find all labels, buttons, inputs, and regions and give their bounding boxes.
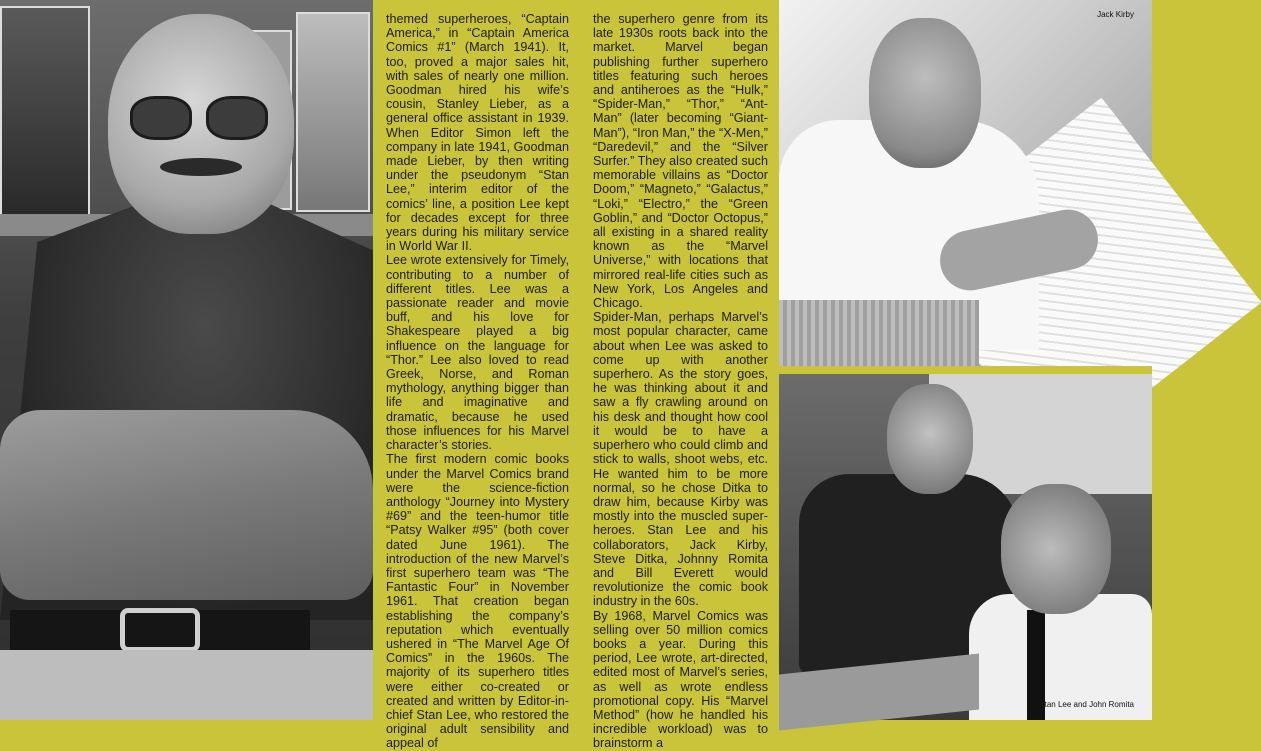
pants bbox=[0, 650, 373, 720]
paragraph: Lee wrote extensively for Timely, contributing to a number of different titles. Lee was a passionate reader and movie buff, and his love for Shakespeare played a big influence on the language for “Thor.” Lee also loved to read Greek, Norse, and Roman mythology, anything bigger than life and imaginative and dramatic, because he used those influences for his Marvel character’s stories. bbox=[386, 253, 569, 453]
pants bbox=[779, 300, 979, 366]
paragraph: the superhero genre from its late 1930s roots back into the market. Marvel began publishing further superhero titles featuring such heroes and antiheroes as the “Hulk,” “Spider-Man,” “Thor,” “Ant-Man” (later becoming “Giant-Man”), “Iron Man,” the “X-Men,” “Daredevil,” and the “Silver Surfer.” They also created such memorable villains as “Doctor Doom,” “Magneto,” “Galactus,” “Loki,” “Electro,” the “Green Goblin,” and “Doctor Octopus,” all existing in a shared reality known as the “Marvel Universe,” with locations that mirrored real-life cities such as New York, Los Angeles and Chicago. bbox=[593, 12, 768, 311]
text-column-1 bbox=[386, 12, 569, 751]
photo-caption: Jack Kirby bbox=[1097, 10, 1134, 19]
hulk-comic-cover bbox=[0, 6, 90, 216]
jack-kirby-photo bbox=[779, 0, 1152, 366]
head bbox=[869, 18, 981, 168]
paragraph: By 1968, Marvel Comics was selling over 50 million comics books a year. During this period, Lee wrote, art-directed, edited most of Marvel’s series, as well as wrote endless promotional copy. His “Marvel Method” (how he handled his incredible workload) was to brainstorm a bbox=[593, 608, 768, 751]
crossed-arms bbox=[0, 410, 373, 600]
paragraph: The first modern comic books under the Marvel Comics brand were the science-fiction anthology “Journey into Mystery #69” and the teen-humor title “Patsy Walker #95” (both cover dated June 1961). The introduction of the new Marvel’s first superhero team was “The Fantastic Four” in November 1961. That creation began establishing the company’s reputation which eventually ushered in “The Marvel Age Of Comics” in the 1960s. The majority of its superhero titles were either co-created or created and written by Editor-in-chief Stan Lee, who restored the original adult sensibility and appeal of bbox=[386, 452, 569, 751]
head bbox=[887, 384, 973, 494]
text-column-2 bbox=[593, 12, 768, 751]
glasses bbox=[130, 96, 270, 146]
stan-lee-portrait-photo bbox=[0, 0, 373, 720]
comic-cover bbox=[296, 12, 370, 212]
paragraph: themed superheroes, “Captain America,” in “Captain America Comics #1” (March 1941). It, too, proved a major sales hit, with sales of nearly one million. Goodman hired his wife’s cousin, Stanley Lieber, as a general office assistant in 1939. When Editor Simon left the company in late 1941, Goodman made Lieber, by then writing under the pseudonym “Stan Lee,” interim editor of the comics’ line, a position Lee kept for decades except for three years during his military service in World War II. bbox=[386, 12, 569, 254]
head bbox=[1001, 484, 1111, 614]
mustache bbox=[160, 158, 242, 176]
photo-caption: Stan Lee and John Romita bbox=[1039, 700, 1134, 709]
paragraph: Spider-Man, perhaps Marvel’s most popular character, came about when Lee was asked to come up with another superhero. As the story goes, he was thinking about it and saw a fly crawling around on his desk and thought how cool it would be to have a superhero who could climb and stick to walls, shoot webs, etc. He wanted him to be more normal, so he chose Ditka to draw him, because Kirby was mostly into the muscled super-heroes. Stan Lee and his collaborators, Jack Kirby, Steve Ditka, Johnny Romita and Bill Everett would revolutionize the comic book industry in the 60s. bbox=[593, 310, 768, 609]
divider bbox=[779, 366, 1152, 374]
stan-lee-and-john-romita-photo bbox=[779, 374, 1152, 720]
belt-buckle bbox=[120, 608, 200, 652]
